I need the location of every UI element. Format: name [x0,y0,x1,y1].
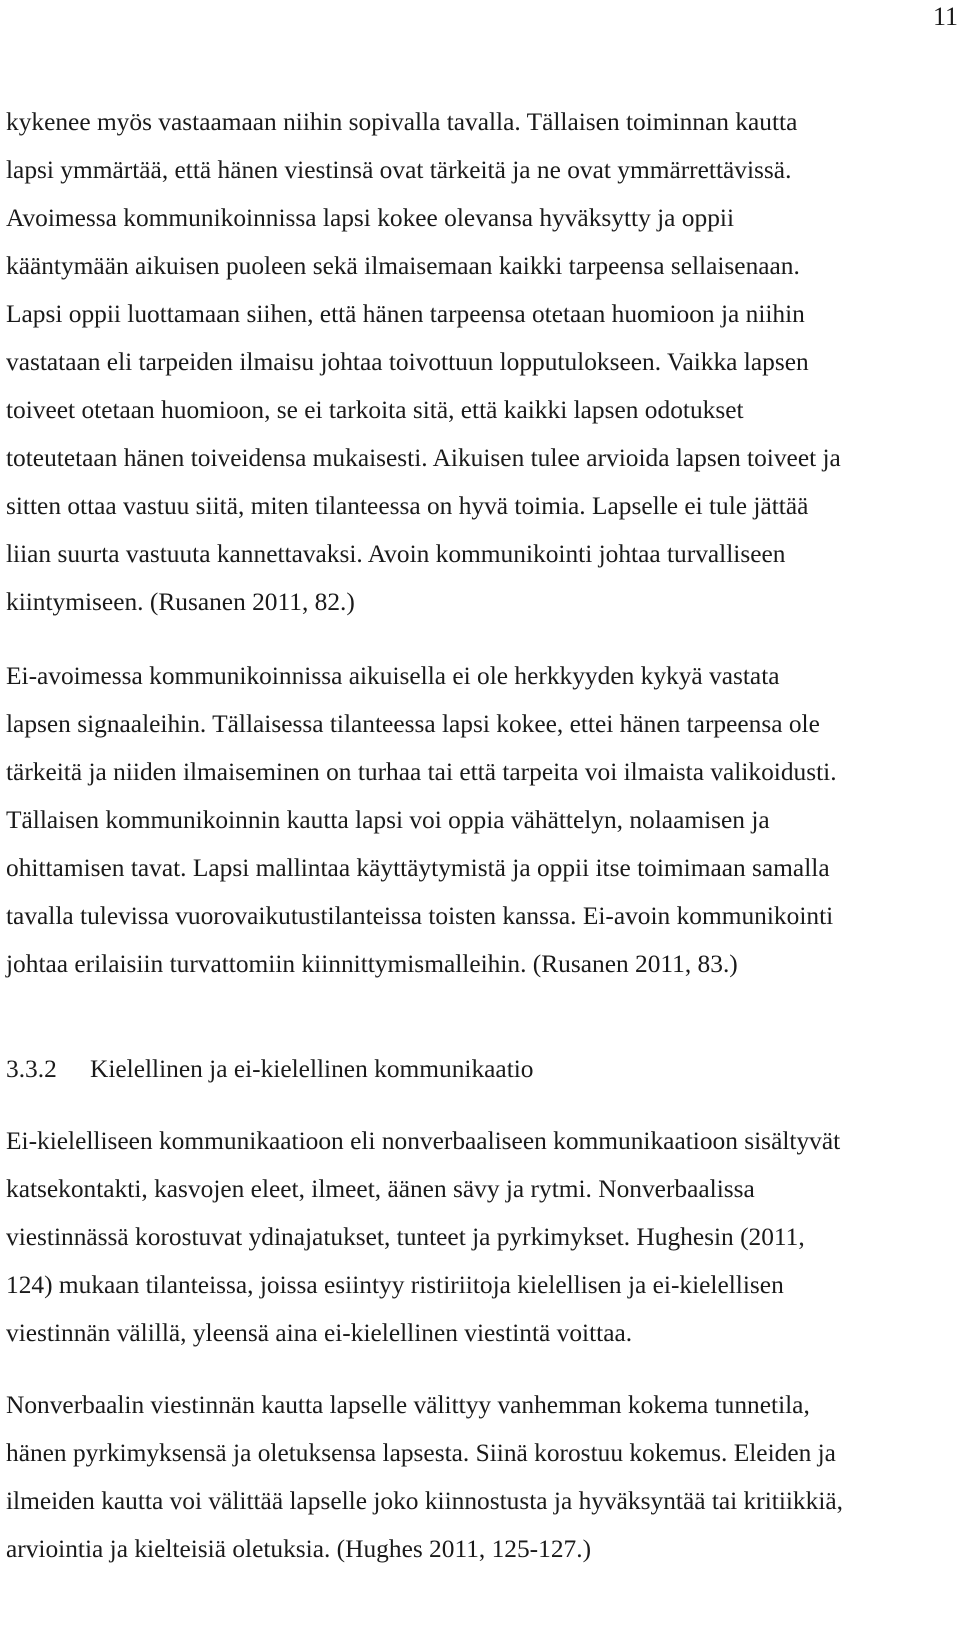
text-line: lapsen signaaleihin. Tällaisessa tilanteessa lapsi kokee, ettei hänen tarpeensa ole [6,710,820,738]
text-line: johtaa erilaisiin turvattomiin kiinnittymismalleihin. (Rusanen 2011, 83.) [6,950,738,978]
text-line: Nonverbaalin viestinnän kautta lapselle välittyy vanhemman kokema tunnetila, [6,1391,810,1419]
text-line: Avoimessa kommunikoinnissa lapsi kokee olevansa hyväksytty ja oppii [6,204,734,232]
page-number: 11 [932,2,958,31]
text-line: sitten ottaa vastuu siitä, miten tilanteessa on hyvä toimia. Lapselle ei tule jättää [6,492,809,520]
text-line: tärkeitä ja niiden ilmaiseminen on turhaa tai että tarpeita voi ilmaista valikoidusti. [6,758,837,786]
section-number: 3.3.2 [6,1055,57,1083]
text-line: toiveet otetaan huomioon, se ei tarkoita sitä, että kaikki lapsen odotukset [6,396,744,424]
text-line: kykenee myös vastaamaan niihin sopivalla tavalla. Tällaisen toiminnan kautta [6,108,798,136]
text-line: liian suurta vastuuta kannettavaksi. Avoin kommunikointi johtaa turvalliseen [6,540,786,568]
text-line: toteutetaan hänen toiveidensa mukaisesti. Aikuisen tulee arvioida lapsen toiveet ja [6,444,841,472]
text-line: Lapsi oppii luottamaan siihen, että hänen tarpeensa otetaan huomioon ja niihin [6,300,805,328]
text-line: viestinnän välillä, yleensä aina ei-kielellinen viestintä voittaa. [6,1319,633,1347]
text-line: arviointia ja kielteisiä oletuksia. (Hughes 2011, 125-127.) [6,1535,592,1563]
text-line: ohittamisen tavat. Lapsi mallintaa käyttäytymistä ja oppii itse toimimaan samalla [6,854,830,882]
text-line: hänen pyrkimyksensä ja oletuksensa lapsesta. Siinä korostuu kokemus. Eleiden ja [6,1439,836,1467]
text-line: Ei-avoimessa kommunikoinnissa aikuisella ei ole herkkyyden kykyä vastata [6,662,780,690]
text-line: kiintymiseen. (Rusanen 2011, 82.) [6,588,355,616]
text-line: 124) mukaan tilanteissa, joissa esiintyy ristiriitoja kielellisen ja ei-kielellisen [6,1271,784,1299]
section-title: Kielellinen ja ei-kielellinen kommunikaatio [90,1055,534,1083]
text-line: vastataan eli tarpeiden ilmaisu johtaa toivottuun lopputulokseen. Vaikka lapsen [6,348,809,376]
section-heading [6,1054,534,1084]
text-line: lapsi ymmärtää, että hänen viestinsä ovat tärkeitä ja ne ovat ymmärrettävissä. [6,156,792,184]
text-line: Tällaisen kommunikoinnin kautta lapsi voi oppia vähättelyn, nolaamisen ja [6,806,770,834]
text-line: viestinnässä korostuvat ydinajatukset, tunteet ja pyrkimykset. Hughesin (2011, [6,1223,805,1251]
text-line: kääntymään aikuisen puoleen sekä ilmaisemaan kaikki tarpeensa sellaisenaan. [6,252,800,280]
text-line: tavalla tulevissa vuorovaikutustilanteissa toisten kanssa. Ei-avoin kommunikointi [6,902,834,930]
text-line: Ei-kielelliseen kommunikaatioon eli nonverbaaliseen kommunikaatioon sisältyvät [6,1127,841,1155]
text-line: katsekontakti, kasvojen eleet, ilmeet, äänen sävy ja rytmi. Nonverbaalissa [6,1175,755,1203]
text-line: ilmeiden kautta voi välittää lapselle joko kiinnostusta ja hyväksyntää tai kritiikkiä, [6,1487,843,1515]
